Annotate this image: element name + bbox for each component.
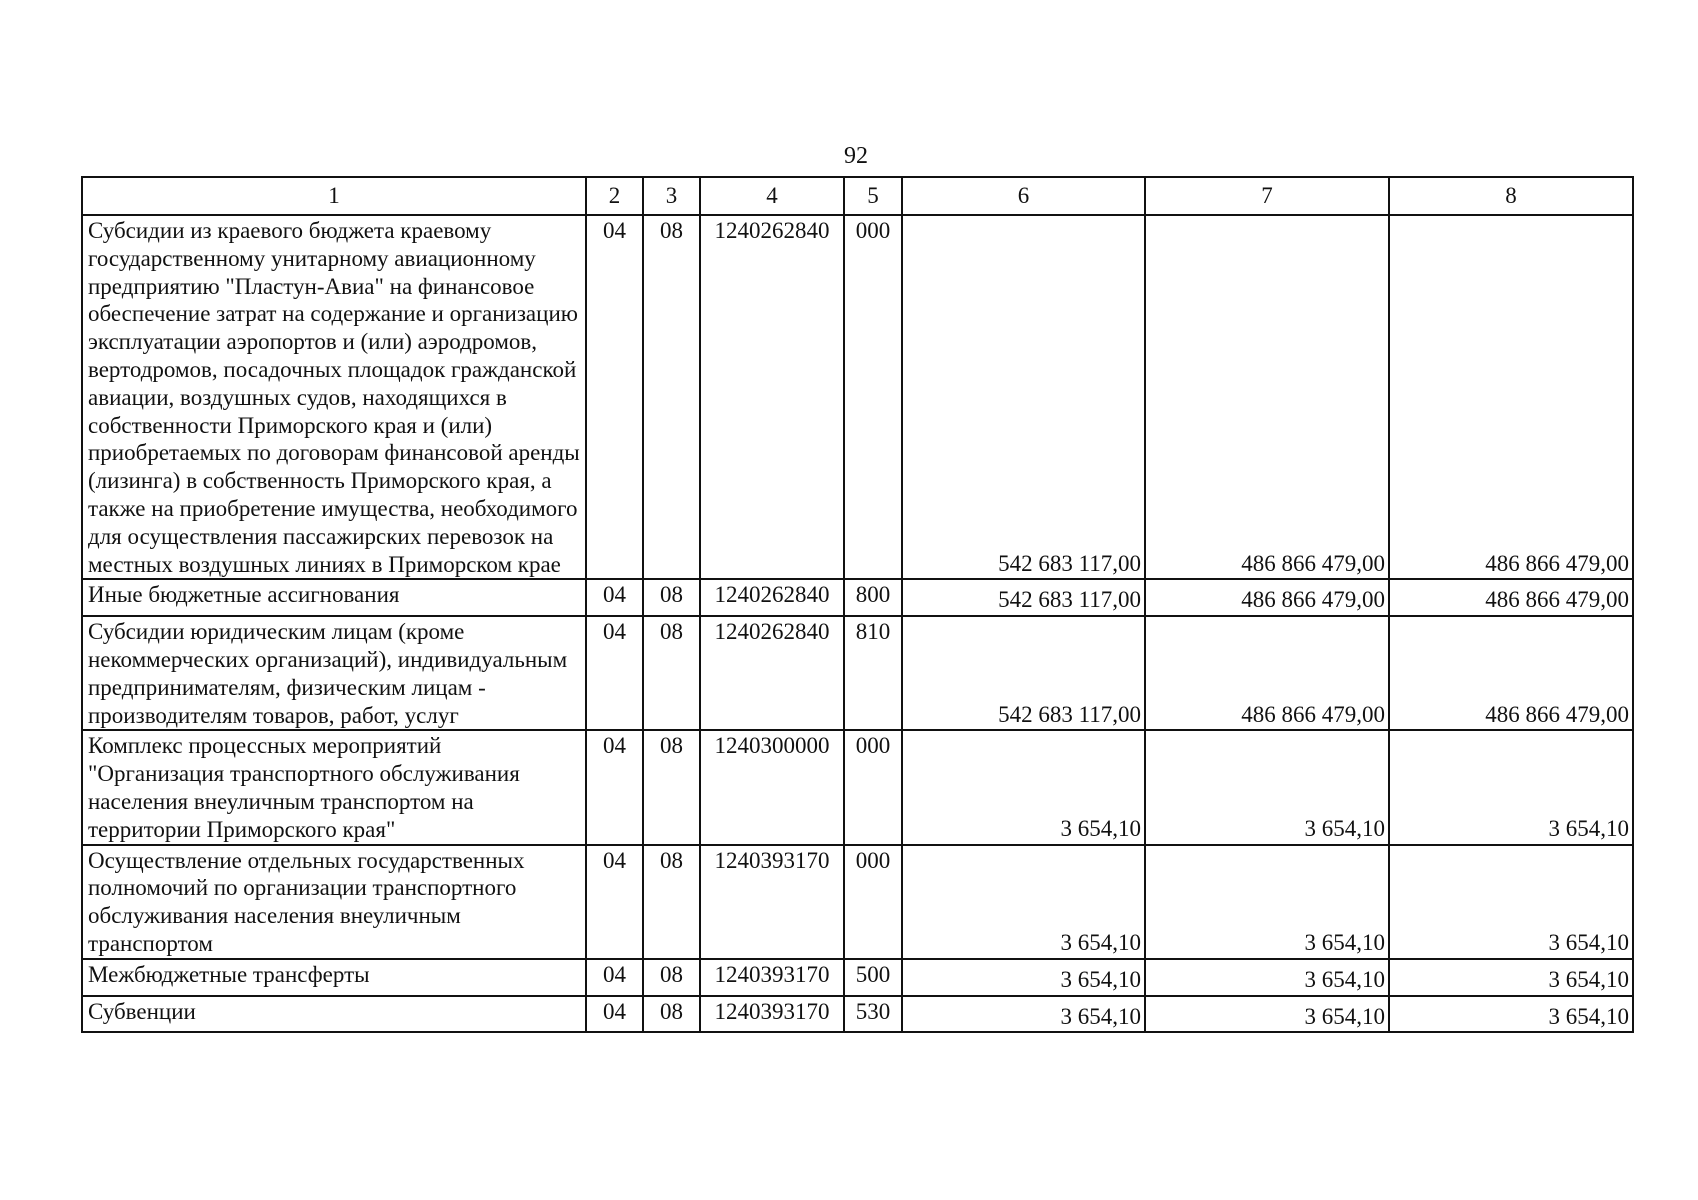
row-amount-col7: 3 654,10 xyxy=(1145,996,1389,1033)
row-target-code: 1240262840 xyxy=(700,616,844,730)
row-target-code: 1240393170 xyxy=(700,959,844,996)
header-col-5: 5 xyxy=(844,177,902,215)
table-row xyxy=(82,616,1633,730)
row-name: Субсидии из краевого бюджета краевому государственному унитарному авиационному предприятию "Пластун-Авиа" на финансовое обеспечение затрат на содержание и организацию эксплуатации аэропортов и (или) аэродромов, вертодромов, посадочных площадок гражданской авиации, воздушных судов, находящихся в собственности Приморского края и (или) приобретаемых по договорам финансовой аренды (лизинга) в собственность Приморского края, а также на приобретение имущества, необходимого для осуществления пассажирских перевозок на местных воздушных линиях в Приморском крае xyxy=(82,215,586,579)
row-section-code: 04 xyxy=(586,215,643,579)
row-name: Комплекс процессных мероприятий "Организация транспортного обслуживания населения внеуличным транспортом на территории Приморского края" xyxy=(82,730,586,844)
row-target-code: 1240393170 xyxy=(700,845,844,959)
header-col-3: 3 xyxy=(643,177,700,215)
row-name: Иные бюджетные ассигнования xyxy=(82,579,586,616)
header-col-6: 6 xyxy=(902,177,1145,215)
row-amount-col6: 3 654,10 xyxy=(902,845,1145,959)
header-row xyxy=(82,177,1633,215)
row-amount-col6: 542 683 117,00 xyxy=(902,616,1145,730)
row-amount-col7: 3 654,10 xyxy=(1145,730,1389,844)
row-target-code: 1240262840 xyxy=(700,579,844,616)
row-target-code: 1240262840 xyxy=(700,215,844,579)
row-amount-col6: 3 654,10 xyxy=(902,959,1145,996)
row-amount-col7: 486 866 479,00 xyxy=(1145,579,1389,616)
row-amount-col7: 3 654,10 xyxy=(1145,845,1389,959)
row-amount-col7: 486 866 479,00 xyxy=(1145,215,1389,579)
row-amount-col7: 3 654,10 xyxy=(1145,959,1389,996)
row-subsection-code: 08 xyxy=(643,730,700,844)
row-amount-col6: 3 654,10 xyxy=(902,996,1145,1033)
row-name: Субвенции xyxy=(82,996,586,1033)
row-section-code: 04 xyxy=(586,996,643,1033)
row-name: Межбюджетные трансферты xyxy=(82,959,586,996)
row-amount-col8: 486 866 479,00 xyxy=(1389,579,1633,616)
row-section-code: 04 xyxy=(586,959,643,996)
row-expense-type-code: 800 xyxy=(844,579,902,616)
header-col-4: 4 xyxy=(700,177,844,215)
row-expense-type-code: 530 xyxy=(844,996,902,1033)
row-section-code: 04 xyxy=(586,730,643,844)
row-subsection-code: 08 xyxy=(643,579,700,616)
row-subsection-code: 08 xyxy=(643,616,700,730)
row-subsection-code: 08 xyxy=(643,959,700,996)
row-amount-col7: 486 866 479,00 xyxy=(1145,616,1389,730)
table-row xyxy=(82,959,1633,996)
row-section-code: 04 xyxy=(586,616,643,730)
row-subsection-code: 08 xyxy=(643,996,700,1033)
row-expense-type-code: 500 xyxy=(844,959,902,996)
row-expense-type-code: 000 xyxy=(844,215,902,579)
row-section-code: 04 xyxy=(586,845,643,959)
header-col-2: 2 xyxy=(586,177,643,215)
row-amount-col6: 542 683 117,00 xyxy=(902,579,1145,616)
row-expense-type-code: 810 xyxy=(844,616,902,730)
row-amount-col8: 3 654,10 xyxy=(1389,845,1633,959)
table-row xyxy=(82,579,1633,616)
row-amount-col8: 486 866 479,00 xyxy=(1389,616,1633,730)
row-amount-col8: 486 866 479,00 xyxy=(1389,215,1633,579)
budget-table xyxy=(81,176,1634,1033)
row-expense-type-code: 000 xyxy=(844,730,902,844)
table-row xyxy=(82,215,1633,579)
table-row xyxy=(82,996,1633,1033)
header-col-7: 7 xyxy=(1145,177,1389,215)
table-row xyxy=(82,730,1633,844)
row-amount-col8: 3 654,10 xyxy=(1389,730,1633,844)
row-expense-type-code: 000 xyxy=(844,845,902,959)
page-number: 92 xyxy=(844,143,868,169)
row-target-code: 1240393170 xyxy=(700,996,844,1033)
row-amount-col8: 3 654,10 xyxy=(1389,996,1633,1033)
header-col-1: 1 xyxy=(82,177,586,215)
header-col-8: 8 xyxy=(1389,177,1633,215)
row-section-code: 04 xyxy=(586,579,643,616)
row-name: Субсидии юридическим лицам (кроме некоммерческих организаций), индивидуальным предпринимателям, физическим лицам - производителям товаров, работ, услуг xyxy=(82,616,586,730)
row-amount-col6: 542 683 117,00 xyxy=(902,215,1145,579)
row-amount-col6: 3 654,10 xyxy=(902,730,1145,844)
row-subsection-code: 08 xyxy=(643,845,700,959)
row-amount-col8: 3 654,10 xyxy=(1389,959,1633,996)
row-target-code: 1240300000 xyxy=(700,730,844,844)
row-subsection-code: 08 xyxy=(643,215,700,579)
table-row xyxy=(82,845,1633,959)
row-name: Осуществление отдельных государственных полномочий по организации транспортного обслуживания населения внеуличным транспортом xyxy=(82,845,586,959)
